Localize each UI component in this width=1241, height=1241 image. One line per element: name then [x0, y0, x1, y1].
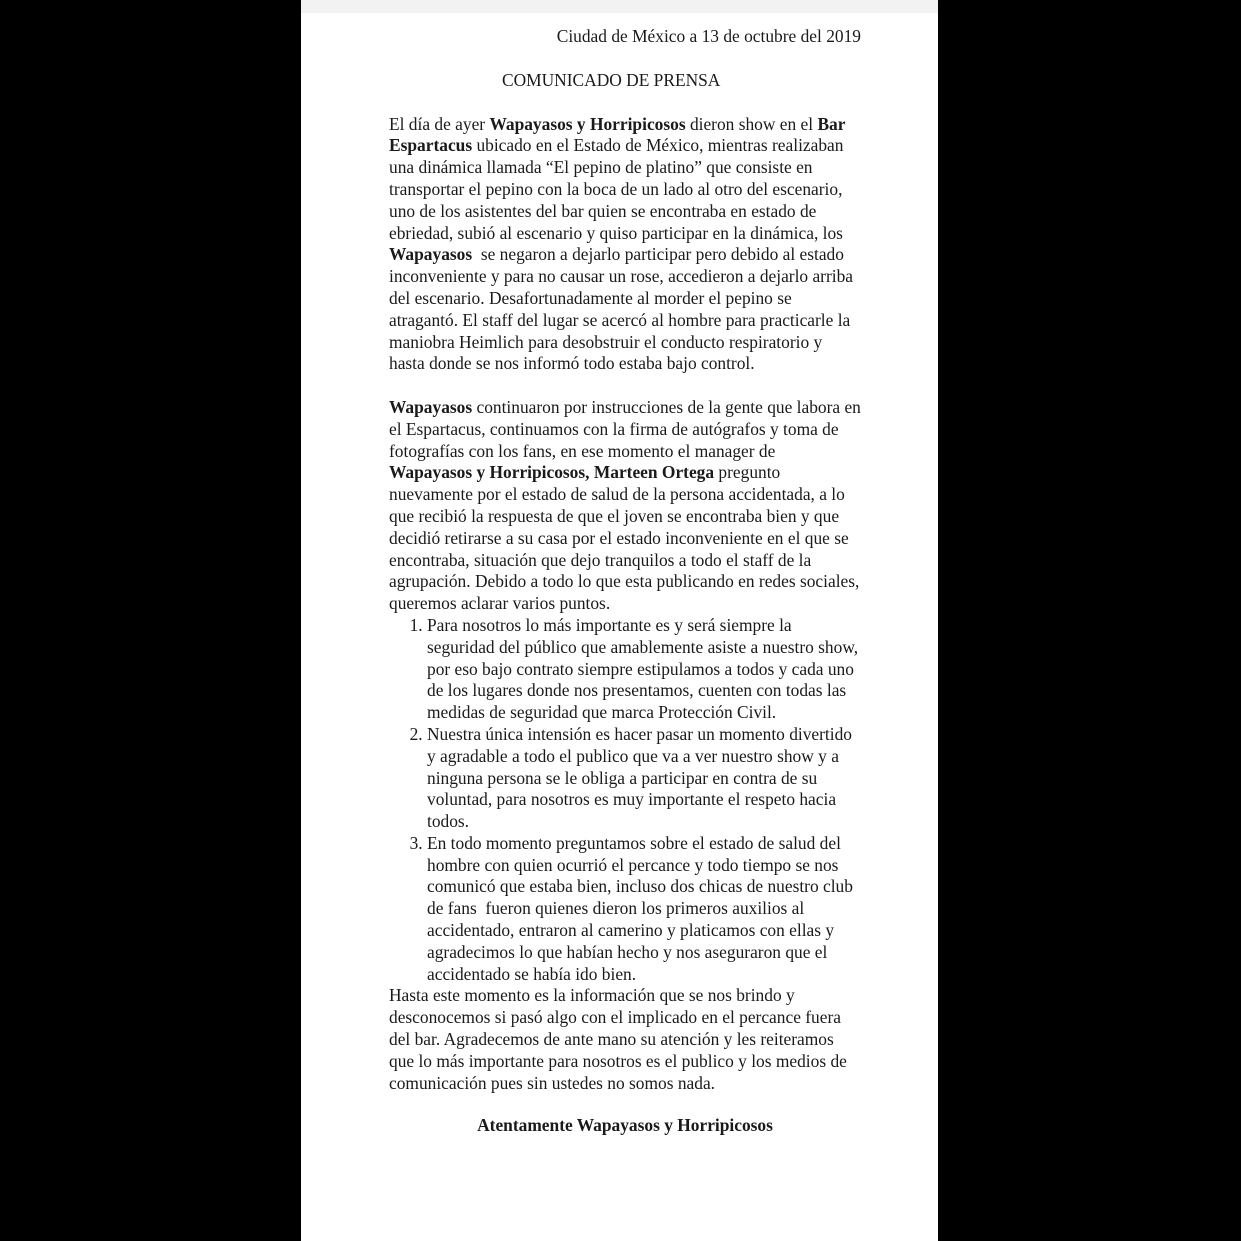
list-item: 3. En todo momento preguntamos sobre el estado de salud del hombre con quien ocurrió el percance y todo tiempo se nos comunicó que estaba bien, incluso dos chicas de nuestro club de fans fueron quienes dieron los primeros auxilios al accidentado, entraron al camerino y platicamos con ellas y agradecimos lo que habían hecho y nos aseguraron que el accidentado se había ido bien. [427, 833, 861, 986]
p2-text-d: pregunto nuevamente por el estado de salud de la persona accidentada, a lo que recibió la respuesta de que el joven se encontraba bien y que decidió retirarse a su casa por el estado inconveniente en el que se encontraba, situación que dejo tranquilos a todo el staff de la agrupación. Debido a todo lo que esta publicando en redes sociales, queremos aclarar varios puntos. [389, 462, 860, 614]
document-title: COMUNICADO DE PRENSA [502, 69, 721, 90]
p1-text-c: dieron show en el [685, 113, 818, 134]
date-line: Ciudad de México a 13 de octubre del 2019 [556, 26, 861, 46]
paragraph-3: Hasta este momento es la información que se nos brindo y desconocemos si pasó algo con el implicado en el percance fuera del bar. Agradecemos de ante mano su atención y les reiteramos que lo más importante para nosotros es el publico y los medios de comunicación pues sin ustedes no somos nada. [389, 985, 847, 1093]
points-list [389, 615, 861, 986]
p1-bar-name: Bar Espartacus [389, 113, 846, 156]
paragraph-gap [389, 375, 861, 397]
p2-wapayasos: Wapayasos [389, 396, 473, 417]
p1-text-e: ubicado en el Estado de México, mientras realizaban una dinámica llamada “El pepino de platino” que consiste en transportar el pepino con la boca de un lado al otro del escenario, uno de los asistentes del bar quien se encontraba en estado de ebriedad, subió al escenario y quiso participar en la dinámica, los [389, 135, 844, 243]
list-item: 2. Nuestra única intensión es hacer pasar un momento divertido y agradable a todo el publico que va a ver nuestro show y a ninguna persona se le obliga a participar en contra de su voluntad, para nosotros es muy importante el respeto hacia todos. [427, 724, 861, 833]
p1-wapayasos: Wapayasos [389, 244, 473, 265]
p1-text-g: se negaron a dejarlo participar pero debido al estado inconveniente y para no causar un rose, accedieron a dejarlo arriba del escenario. Desafortunadamente al morder el pepino se atragantó. El staff del lugar se acercó al hombre para practicarle la maniobra Heimlich para desobstruir el conducto respiratorio y hasta donde se nos informó todo estaba bajo control. [389, 244, 858, 374]
paragraph-2 [389, 397, 861, 615]
p2-manager-name: Wapayasos y Horripicosos, Marteen Ortega [389, 462, 715, 483]
p1-text-a: El día de ayer [389, 113, 490, 134]
top-edge-strip [301, 0, 938, 13]
press-release-page [301, 0, 938, 1241]
list-item: 1. Para nosotros lo más importante es y será siempre la seguridad del público que amablemente asiste a nuestro show, por eso bajo contrato siempre estipulamos a todos y cada uno de los lugares donde nos presentamos, cuenten con todas las medidas de seguridad que marca Protección Civil. [427, 615, 861, 724]
document-body [389, 26, 861, 1137]
p2-text-b: continuaron por instrucciones de la gente que labora en el Espartacus, continuamos con la firma de autógrafos y toma de fotografías con los fans, en ese momento el manager de [389, 396, 861, 461]
p1-band-name: Wapayasos y Horripicosos [489, 113, 686, 134]
signature: Atentamente Wapayasos y Horripicosos [477, 1115, 773, 1136]
paragraph-1 [389, 114, 861, 376]
